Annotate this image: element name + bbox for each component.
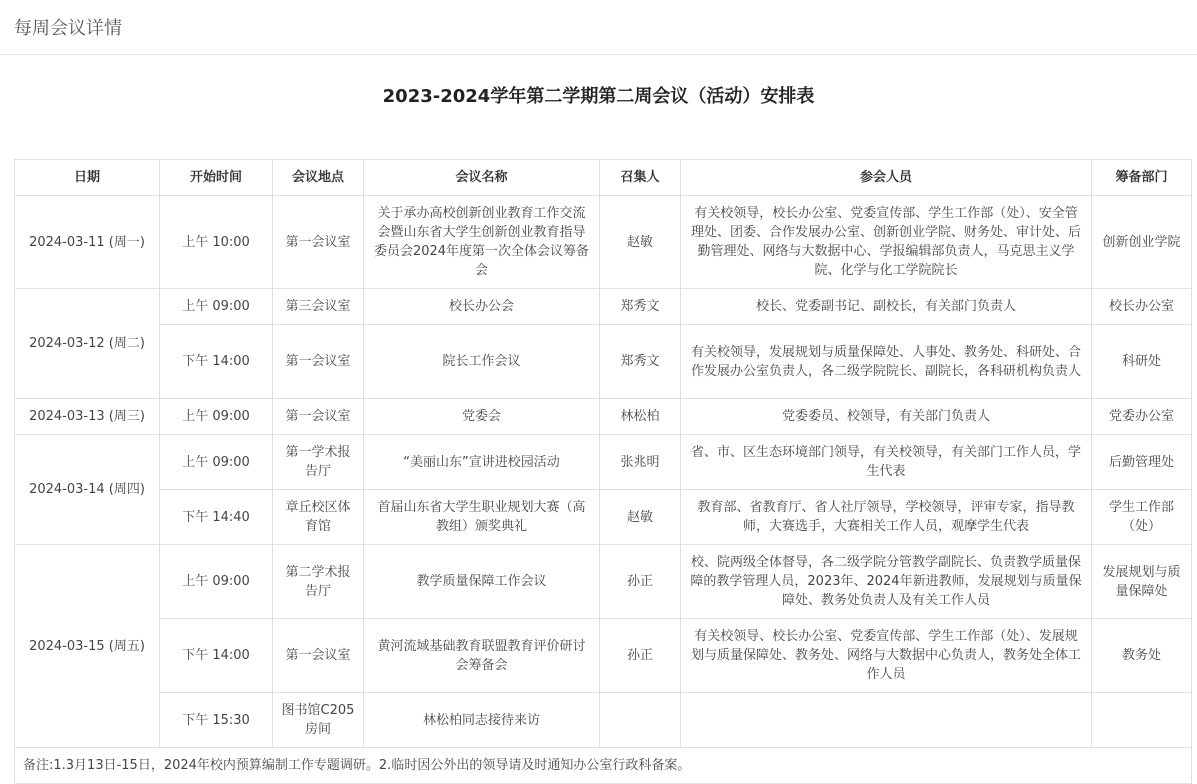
convener-cell: 孙正 bbox=[600, 619, 681, 693]
convener-cell: 张兆明 bbox=[600, 435, 681, 490]
location-cell: 第一会议室 bbox=[273, 325, 364, 399]
note-text: 备注:1.3月13日-15日，2024年校内预算编制工作专题调研。2.临时因公外出的领导请及时通知办公室行政科备案。 bbox=[15, 748, 1192, 784]
location-cell: 图书馆C205房间 bbox=[273, 693, 364, 748]
column-header-location: 会议地点 bbox=[273, 160, 364, 196]
table-row bbox=[15, 435, 1192, 490]
attendees-cell: 教育部、省教育厅、省人社厅领导，学校领导，评审专家，指导教师，大赛选手，大赛相关工作人员，观摩学生代表 bbox=[681, 490, 1092, 545]
meeting-name-cell: 校长办公会 bbox=[364, 289, 600, 325]
column-header-attendees: 参会人员 bbox=[681, 160, 1092, 196]
department-cell: 后勤管理处 bbox=[1092, 435, 1192, 490]
department-cell: 创新创业学院 bbox=[1092, 196, 1192, 289]
location-cell: 第三会议室 bbox=[273, 289, 364, 325]
attendees-cell: 有关校领导、校长办公室、党委宣传部、学生工作部（处）、发展规划与质量保障处、教务处、网络与大数据中心负责人，教务处全体工作人员 bbox=[681, 619, 1092, 693]
time-cell: 上午 09:00 bbox=[160, 545, 273, 619]
time-cell: 下午 14:00 bbox=[160, 325, 273, 399]
attendees-cell: 党委委员、校领导，有关部门负责人 bbox=[681, 399, 1092, 435]
attendees-cell: 校、院两级全体督导，各二级学院分管教学副院长、负责教学质量保障的教学管理人员，2023年、2024年新进教师，发展规划与质量保障处、教务处负责人及有关工作人员 bbox=[681, 545, 1092, 619]
table-row bbox=[15, 619, 1192, 693]
meeting-name-cell: “美丽山东”宣讲进校园活动 bbox=[364, 435, 600, 490]
page-header bbox=[0, 0, 1197, 55]
convener-cell bbox=[600, 693, 681, 748]
date-cell: 2024-03-14 (周四) bbox=[15, 435, 160, 545]
location-cell: 第一会议室 bbox=[273, 619, 364, 693]
location-cell: 第一学术报告厅 bbox=[273, 435, 364, 490]
department-cell: 教务处 bbox=[1092, 619, 1192, 693]
department-cell: 校长办公室 bbox=[1092, 289, 1192, 325]
time-cell: 下午 15:30 bbox=[160, 693, 273, 748]
note-row bbox=[15, 748, 1192, 784]
time-cell: 上午 10:00 bbox=[160, 196, 273, 289]
date-cell: 2024-03-13 (周三) bbox=[15, 399, 160, 435]
convener-cell: 林松柏 bbox=[600, 399, 681, 435]
department-cell: 科研处 bbox=[1092, 325, 1192, 399]
table-row bbox=[15, 289, 1192, 325]
attendees-cell: 有关校领导，发展规划与质量保障处、人事处、教务处、科研处、合作发展办公室负责人，各二级学院院长、副院长，各科研机构负责人 bbox=[681, 325, 1092, 399]
table-row bbox=[15, 325, 1192, 399]
meeting-name-cell: 院长工作会议 bbox=[364, 325, 600, 399]
table-row bbox=[15, 490, 1192, 545]
schedule-panel bbox=[0, 86, 1197, 773]
attendees-cell: 校长、党委副书记、副校长，有关部门负责人 bbox=[681, 289, 1092, 325]
column-header-convener: 召集人 bbox=[600, 160, 681, 196]
time-cell: 下午 14:00 bbox=[160, 619, 273, 693]
meeting-name-cell: 关于承办高校创新创业教育工作交流会暨山东省大学生创新创业教育指导委员会2024年度第一次全体会议筹备会 bbox=[364, 196, 600, 289]
attendees-cell: 有关校领导，校长办公室、党委宣传部、学生工作部（处）、安全管理处、团委、合作发展办公室、创新创业学院、财务处、审计处、后勤管理处、网络与大数据中心、学报编辑部负责人，马克思主义学院、化学与化工学院院长 bbox=[681, 196, 1092, 289]
meeting-name-cell: 教学质量保障工作会议 bbox=[364, 545, 600, 619]
table-header-row bbox=[15, 160, 1192, 196]
column-header-meeting-name: 会议名称 bbox=[364, 160, 600, 196]
location-cell: 第一会议室 bbox=[273, 399, 364, 435]
column-header-department: 筹备部门 bbox=[1092, 160, 1192, 196]
date-cell: 2024-03-12 (周二) bbox=[15, 289, 160, 399]
date-cell: 2024-03-11 (周一) bbox=[15, 196, 160, 289]
meeting-name-cell: 黄河流域基础教育联盟教育评价研讨会筹备会 bbox=[364, 619, 600, 693]
table-row bbox=[15, 545, 1192, 619]
meeting-name-cell: 首届山东省大学生职业规划大赛（高教组）颁奖典礼 bbox=[364, 490, 600, 545]
location-cell: 第一会议室 bbox=[273, 196, 364, 289]
page-title: 每周会议详情 bbox=[14, 18, 122, 39]
time-cell: 上午 09:00 bbox=[160, 399, 273, 435]
convener-cell: 赵敏 bbox=[600, 196, 681, 289]
attendees-cell bbox=[681, 693, 1092, 748]
department-cell: 发展规划与质量保障处 bbox=[1092, 545, 1192, 619]
time-cell: 下午 14:40 bbox=[160, 490, 273, 545]
attendees-cell: 省、市、区生态环境部门领导，有关校领导，有关部门工作人员，学生代表 bbox=[681, 435, 1092, 490]
table-row bbox=[15, 693, 1192, 748]
time-cell: 上午 09:00 bbox=[160, 289, 273, 325]
table-row bbox=[15, 196, 1192, 289]
location-cell: 章丘校区体育馆 bbox=[273, 490, 364, 545]
convener-cell: 赵敏 bbox=[600, 490, 681, 545]
department-cell: 学生工作部（处） bbox=[1092, 490, 1192, 545]
meeting-name-cell: 林松柏同志接待来访 bbox=[364, 693, 600, 748]
schedule-title: 2023-2024学年第二学期第二周会议（活动）安排表 bbox=[382, 86, 815, 107]
schedule-table bbox=[14, 159, 1192, 784]
date-cell: 2024-03-15 (周五) bbox=[15, 545, 160, 748]
column-header-date: 日期 bbox=[15, 160, 160, 196]
convener-cell: 孙正 bbox=[600, 545, 681, 619]
location-cell: 第二学术报告厅 bbox=[273, 545, 364, 619]
time-cell: 上午 09:00 bbox=[160, 435, 273, 490]
column-header-start-time: 开始时间 bbox=[160, 160, 273, 196]
convener-cell: 郑秀文 bbox=[600, 289, 681, 325]
table-row bbox=[15, 399, 1192, 435]
department-cell bbox=[1092, 693, 1192, 748]
department-cell: 党委办公室 bbox=[1092, 399, 1192, 435]
meeting-name-cell: 党委会 bbox=[364, 399, 600, 435]
convener-cell: 郑秀文 bbox=[600, 325, 681, 399]
